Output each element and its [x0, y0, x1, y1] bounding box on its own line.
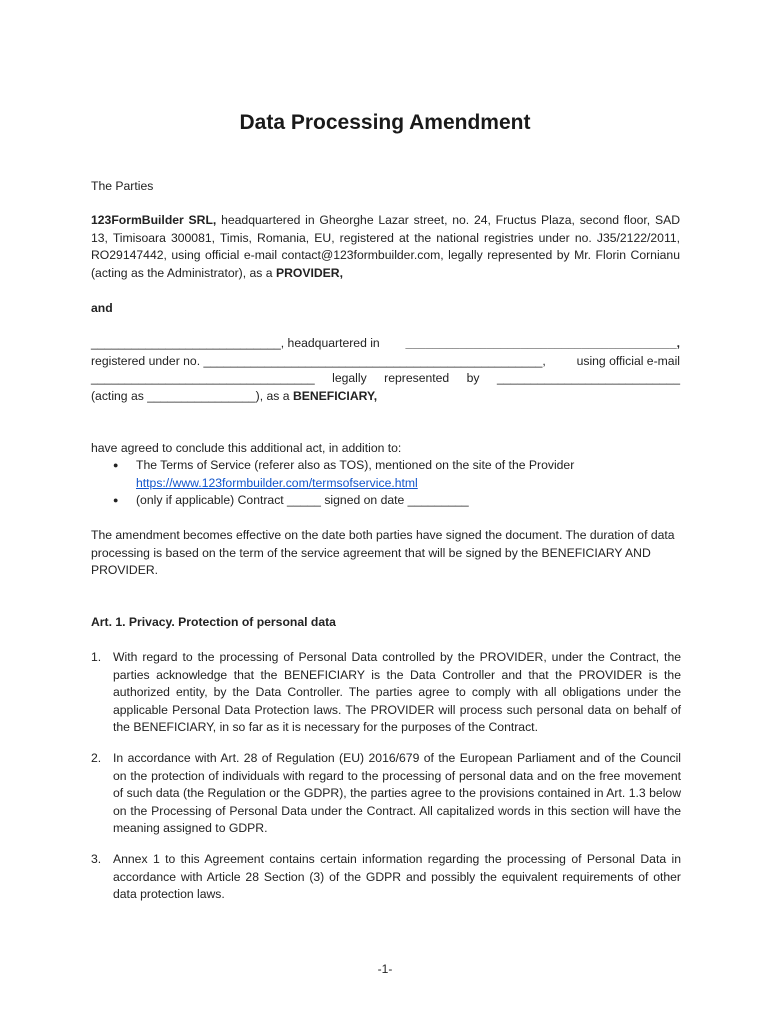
provider-role: PROVIDER,: [275, 265, 343, 280]
paragraph-number: 1.: [91, 650, 102, 664]
paragraph-text: Annex 1 to this Agreement contains certain information regarding the processing of Personal Data in accordance with Article 28 Section (3) of the GDPR and possibly the equivalent requirements of other data protection laws.: [113, 852, 681, 901]
article-1-paragraph-2: [91, 750, 681, 838]
by-word: by: [466, 371, 480, 385]
provider-paragraph: [91, 212, 680, 282]
article-1-paragraph-1: [91, 649, 681, 737]
effective-paragraph: The amendment becomes effective on the date both parties have signed the document. The duration of data processing is based on the term of the service agreement that will be signed by the BENEFICIARY AND PROVIDER.: [91, 528, 675, 577]
beneficiary-line-4: [91, 388, 680, 406]
beneficiary-line-1: [91, 335, 680, 353]
beneficiary-role: BENEFICIARY,: [292, 388, 378, 403]
list-item: [113, 457, 683, 492]
tos-bullet-text: The Terms of Service (referer also as TOS), mentioned on the site of the Provider: [136, 458, 575, 472]
beneficiary-email-label: using official e-mail: [576, 353, 680, 368]
document-title: Data Processing Amendment: [239, 111, 531, 134]
parties-heading: The Parties: [91, 179, 154, 193]
beneficiary-registration-blank: registered under no. __________________________________________________,: [91, 353, 546, 368]
contract-bullet-text: (only if applicable) Contract _____ signed on date _________: [136, 493, 469, 507]
paragraph-number: 2.: [91, 751, 102, 765]
article-1-heading: Art. 1. Privacy. Protection of personal data: [91, 615, 336, 629]
tos-link[interactable]: https://www.123formbuilder.com/termsofservice.html: [136, 475, 418, 490]
and-label: and: [91, 301, 113, 315]
paragraph-text: In accordance with Art. 28 of Regulation (EU) 2016/679 of the European Parliament and of the Council on the protection of individuals with regard to the processing of personal data and on the free movement of such data (the Regulation or the GDPR), the parties agree to the provisions contained in Art. 1.3 below on the Processing of Personal Data under the Contract. All capitalized words in this section will have the meaning assigned to GDPR.: [113, 751, 681, 835]
beneficiary-representative-blank: ___________________________: [496, 371, 680, 385]
bullet-icon: ●: [113, 460, 119, 470]
beneficiary-name-blank: ____________________________, headquartered in: [91, 336, 380, 350]
paragraph-number: 3.: [91, 852, 102, 866]
page-number: -1-: [377, 962, 393, 976]
bullet-icon: ●: [113, 495, 119, 505]
article-1-paragraph-3: [91, 851, 681, 904]
represented-word: represented: [384, 371, 450, 385]
beneficiary-block: [91, 335, 680, 405]
provider-name: 123FormBuilder SRL,: [91, 213, 217, 227]
beneficiary-email-blank: _________________________________: [91, 371, 315, 385]
agreed-text: have agreed to conclude this additional act, in addition to:: [91, 441, 402, 455]
provider-details: headquartered in Gheorghe Lazar street, no. 24, Fructus Plaza, second floor, SAD 13, Timisoara 300081, Timis, Romania, EU, registered at the national registries under no. J35/2122/2011, RO29147442, using official e-mail contact@123formbuilder.com, legally represented by Mr. Florin Cornianu (acting as the Administrator), as a: [91, 213, 681, 280]
beneficiary-line-3: [91, 370, 680, 388]
list-item: [113, 492, 683, 510]
legally-word: legally: [332, 371, 367, 385]
beneficiary-line-2: [91, 353, 680, 371]
paragraph-text: With regard to the processing of Personal Data controlled by the PROVIDER, under the Contract, the parties acknowledge that the BENEFICIARY is the Data Controller and that the PROVIDER is the authorized entity, by the Data Controller. The parties agree to comply with all obligations under the applicable Personal Data Protection laws. The PROVIDER will process such personal data on behalf of the BENEFICIARY, in so far as it is necessary for the purposes of the Contract.: [113, 650, 681, 734]
beneficiary-acting-as-blank: (acting as ________________), as a: [91, 388, 293, 403]
beneficiary-address-blank: ________________________________________,: [405, 336, 680, 350]
